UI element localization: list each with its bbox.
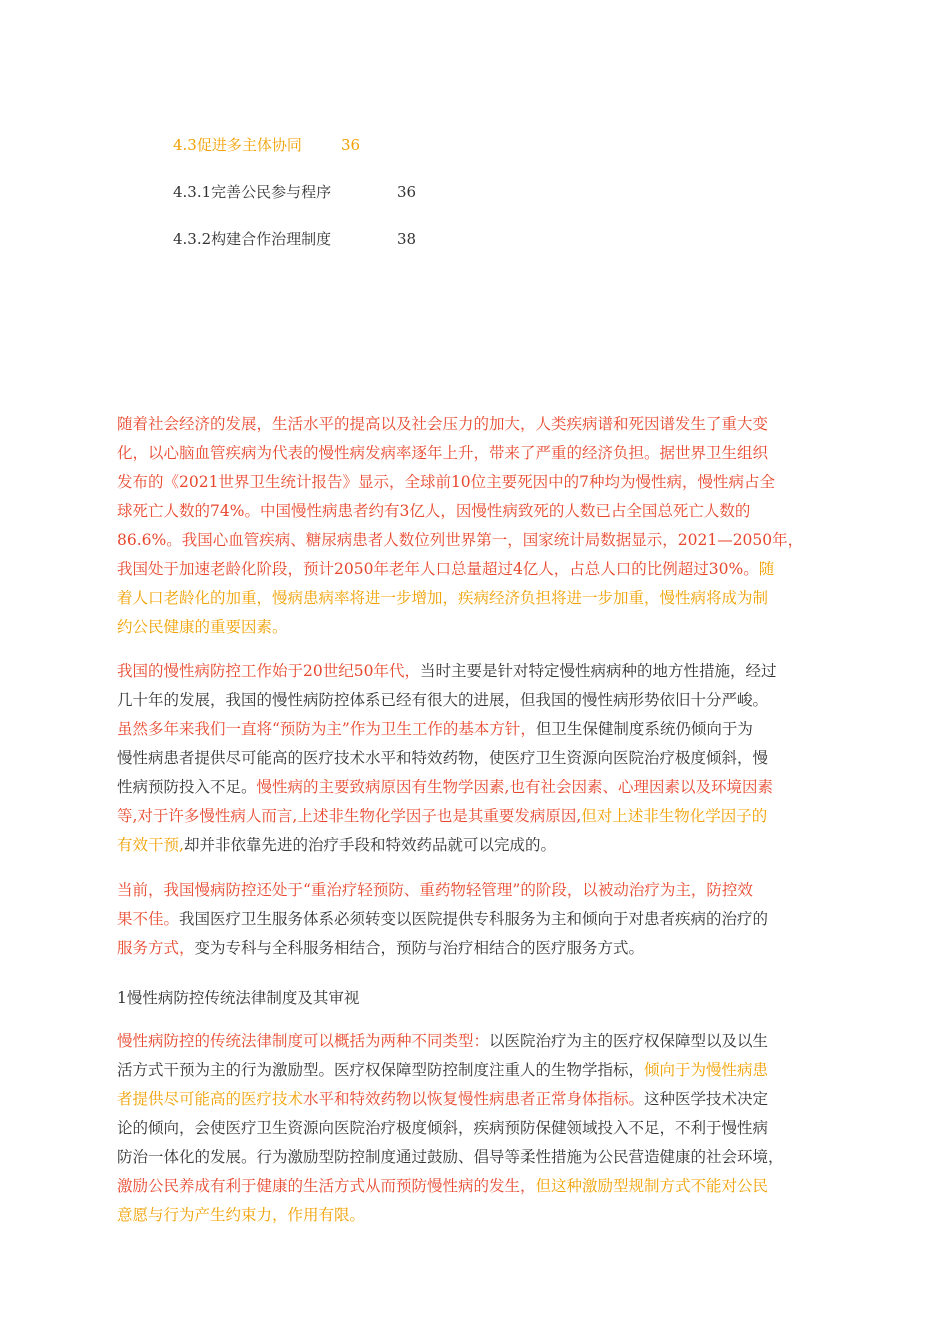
paragraph (117, 876, 833, 963)
text-line (117, 1114, 833, 1143)
text-run: 等,对于许多慢性病人而言,上述非生物化学因子也是其重要发病原因, (117, 807, 582, 825)
text-run: 有效干预, (117, 836, 184, 854)
text-line (117, 439, 833, 468)
text-run: 我国处于加速老龄化阶段，预计2050年老年人口总量超过4亿人，占总人口的比例超过30%。 (117, 560, 759, 578)
toc-page-number: 36 (341, 136, 361, 154)
text-run: 当时主要是针对特定慢性病病种的地方性措施，经过 (419, 662, 777, 680)
text-run: 慢性病患者提供尽可能高的医疗技术水平和特效药物，使医疗卫生资源向医院治疗极度倾斜，慢 (117, 749, 769, 767)
text-run: 但对上述非生物化学因子的 (581, 807, 768, 825)
text-run: 球死亡人数的74%。中国慢性病患者约有3亿人，因慢性病致死的人数已占全国总死亡人数的 (117, 502, 751, 520)
text-run: 服务方式， (117, 939, 195, 957)
text-line (117, 613, 833, 642)
toc-title: 4.3促进多主体协同 (173, 136, 302, 154)
paragraph (117, 657, 833, 860)
text-run: 水平和特效药物以恢复慢性病患者正常身体指标。 (303, 1090, 645, 1108)
text-run: 意愿与行为产生约束力，作用有限。 (117, 1206, 366, 1224)
section-heading: 1慢性病防控传统法律制度及其审视 (117, 989, 360, 1007)
text-line (117, 934, 833, 963)
toc-title: 4.3.1完善公民参与程序 (173, 183, 332, 201)
text-run: 86.6%。我国心血管疾病、糖尿病患者人数位列世界第一，国家统计局数据显示，2021—2050年， (117, 531, 804, 549)
text-line (117, 1085, 833, 1114)
toc-page-number: 36 (397, 183, 417, 201)
text-run: 论的倾向，会使医疗卫生资源向医院治疗极度倾斜，疾病预防保健领域投入不足，不利于慢性病 (117, 1119, 769, 1137)
text-line (117, 773, 833, 802)
text-line (117, 802, 833, 831)
text-line (117, 876, 833, 905)
text-run: 发布的《2021世界卫生统计报告》显示，全球前10位主要死因中的7种均为慢性病，慢性病占全 (117, 473, 776, 491)
text-run: 我国的慢性病防控工作始于20世纪50年代， (117, 662, 420, 680)
text-run: 但卫生保健制度系统仍倾向于为 (535, 720, 753, 738)
text-run: 我国医疗卫生服务体系必须转变以医院提供专科服务为主和倾向于对患者疾病的治疗的 (179, 910, 769, 928)
text-line (117, 410, 833, 439)
text-line (117, 686, 833, 715)
text-run: 慢性病防控的传统法律制度可以概括为两种不同类型： (117, 1032, 490, 1050)
text-run: 倾向于为慢性病患 (644, 1061, 769, 1079)
text-run: 虽然多年来我们一直将“预防为主”作为卫生工作的基本方针， (117, 720, 536, 738)
text-line (117, 715, 833, 744)
text-run: 当前，我国慢病防控还处于“重治疗轻预防、重药物轻管理”的阶段，以被动治疗为主，防控效 (117, 881, 753, 899)
text-run: 化，以心脑血管疾病为代表的慢性病发病率逐年上升，带来了严重的经济负担。据世界卫生组织 (117, 444, 769, 462)
text-line (117, 744, 833, 773)
text-run: 随 (758, 560, 775, 578)
text-line (117, 1201, 833, 1230)
text-line (117, 1056, 833, 1085)
text-line (117, 1172, 833, 1201)
text-run: 激励公民养成有利于健康的生活方式从而预防慢性病的发生， (117, 1177, 536, 1195)
text-line (117, 1143, 833, 1172)
toc-page-number: 38 (397, 230, 417, 248)
text-run: 着人口老龄化的加重，慢病患病率将进一步增加，疾病经济负担将进一步加重，慢性病将成为制 (117, 589, 769, 607)
text-line (117, 1027, 833, 1056)
text-run: 约公民健康的重要因素。 (117, 618, 288, 636)
toc-title: 4.3.2构建合作治理制度 (173, 230, 332, 248)
text-run: 几十年的发展，我国的慢性病防控体系已经有很大的进展，但我国的慢性病形势依旧十分严峻。 (117, 691, 769, 709)
text-line (117, 468, 833, 497)
text-run: 果不佳。 (117, 910, 180, 928)
text-line (117, 905, 833, 934)
text-line (117, 831, 833, 860)
text-line (117, 657, 833, 686)
text-run: 性病预防投入不足。 (117, 778, 257, 796)
text-run: 活方式干预为主的行为激励型。医疗权保障型防控制度注重人的生物学指标， (117, 1061, 645, 1079)
text-run: 慢性病的主要致病原因有生物学因素,也有社会因素、心理因素以及环境因素 (256, 778, 773, 796)
toc-entry (173, 135, 361, 155)
toc-entry (173, 182, 417, 202)
paragraph (117, 1027, 833, 1230)
text-run: 但这种激励型规制方式不能对公民 (535, 1177, 769, 1195)
paragraph (117, 410, 833, 642)
text-run: 随着社会经济的发展，生活水平的提高以及社会压力的加大，人类疾病谱和死因谱发生了重大变 (117, 415, 769, 433)
text-run: 防治一体化的发展。行为激励型防控制度通过鼓励、倡导等柔性措施为公民营造健康的社会环境， (117, 1148, 784, 1166)
text-line (117, 526, 833, 555)
text-run: 这种医学技术决定 (644, 1090, 769, 1108)
text-run: 者提供尽可能高的医疗技术 (117, 1090, 304, 1108)
text-run: 却并非依靠先进的治疗手段和特效药品就可以完成的。 (183, 836, 556, 854)
text-run: 以医院治疗为主的医疗权保障型以及以生 (489, 1032, 769, 1050)
text-line (117, 555, 833, 584)
toc-entry (173, 229, 417, 249)
text-run: 变为专科与全科服务相结合，预防与治疗相结合的医疗服务方式。 (194, 939, 645, 957)
text-line (117, 497, 833, 526)
text-line (117, 584, 833, 613)
